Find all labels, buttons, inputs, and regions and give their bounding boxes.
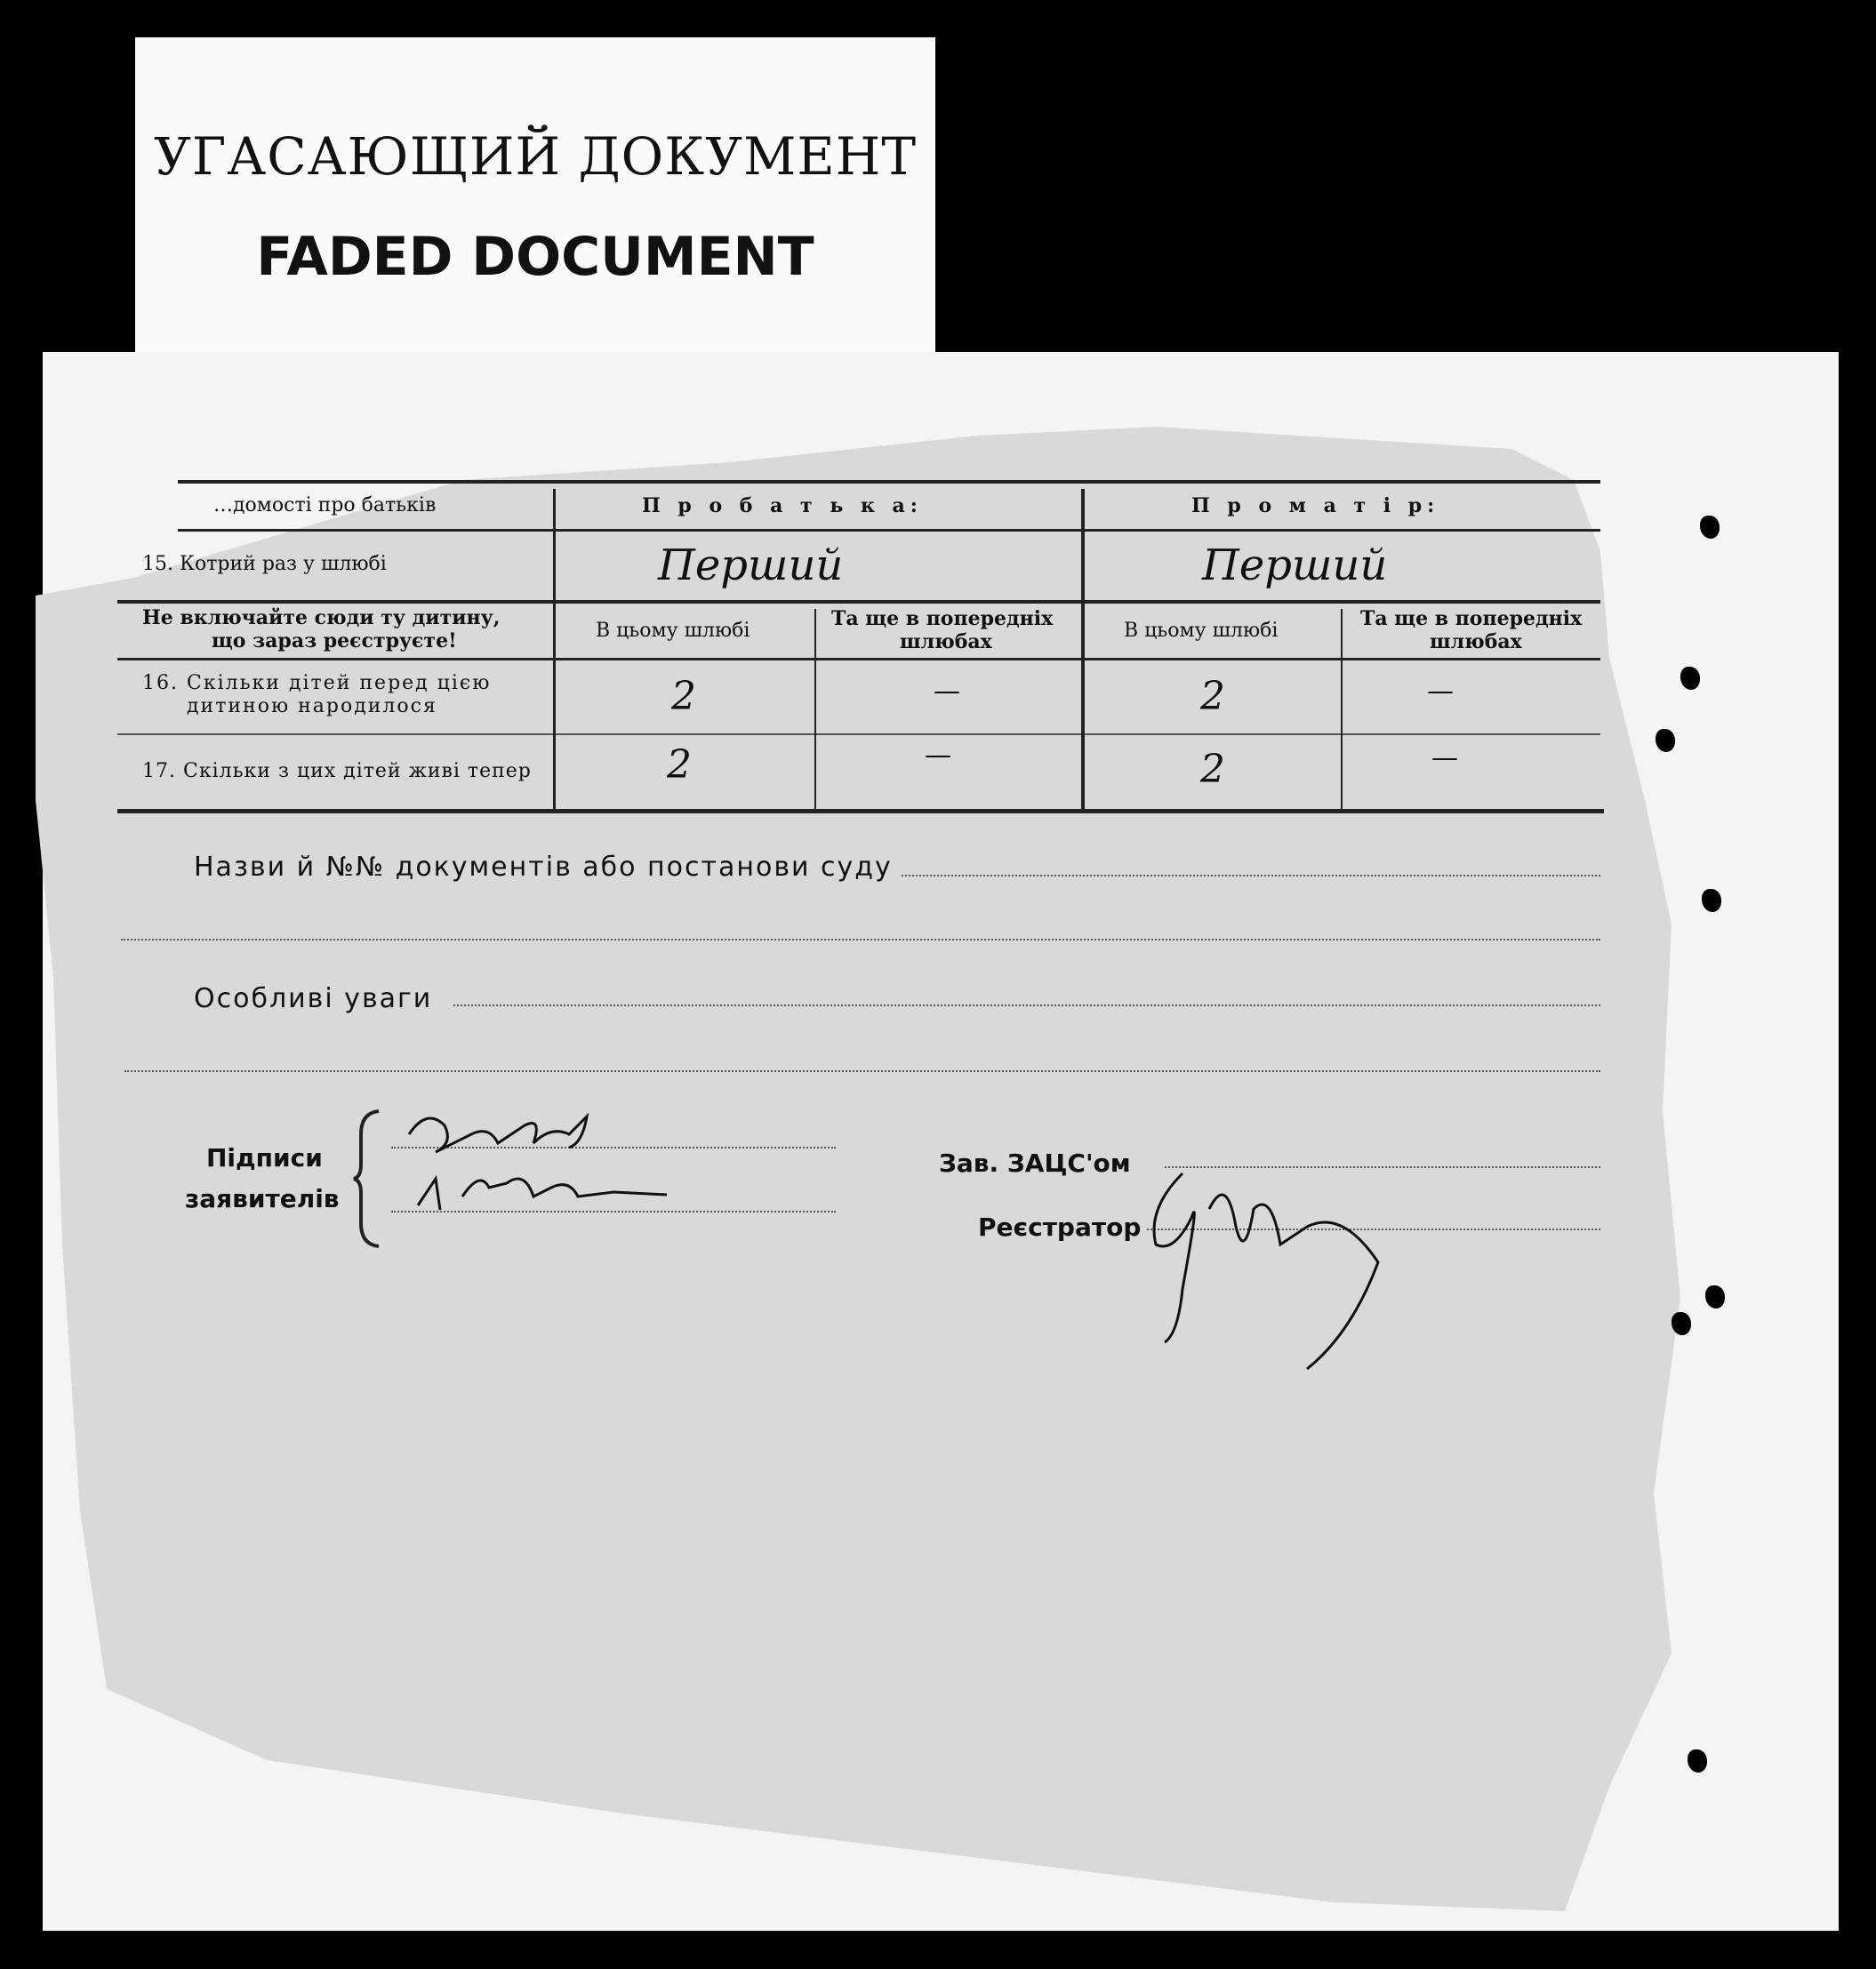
punch-hole xyxy=(1656,729,1675,752)
row16-father-this: 2 xyxy=(671,674,696,719)
punch-hole xyxy=(1705,1285,1725,1309)
note-line2: що зараз реєструєте! xyxy=(212,629,457,652)
registrar-signature-image xyxy=(1138,1156,1405,1378)
punch-hole xyxy=(1700,516,1720,539)
applicants-label-line2: заявителів xyxy=(185,1184,340,1213)
row16-mother-prev: — xyxy=(1427,676,1454,707)
row16-label-line2: дитиною народилося xyxy=(187,695,437,717)
row17-mother-prev: — xyxy=(1431,742,1458,773)
row15-father-value: Перший xyxy=(658,540,844,590)
punch-hole xyxy=(1672,1312,1691,1335)
applicants-label-line1: Підписи xyxy=(206,1143,323,1173)
punch-hole xyxy=(1680,667,1700,690)
col-prev-mother-line1: Та ще в попередніх xyxy=(1360,607,1583,630)
documents-label: Назви й №№ документів або постанови суду xyxy=(194,852,893,883)
row15-mother-value: Перший xyxy=(1202,540,1388,590)
punch-hole xyxy=(1688,1749,1707,1773)
remarks-line-2[interactable] xyxy=(124,1070,1600,1072)
row16-label-line1: 16. Скільки дітей перед цією xyxy=(142,672,492,694)
documents-line-2[interactable] xyxy=(121,939,1600,940)
col-prev-father-line1: Та ще в попередніх xyxy=(831,607,1054,630)
table-header-left: …домості про батьків xyxy=(213,494,437,516)
punch-hole xyxy=(1702,889,1721,912)
row17-label: 17. Скільки з цих дітей живі тепер xyxy=(142,760,532,782)
col-prev-father-line2: шлюбах xyxy=(900,630,992,653)
col-this-mother: В цьому шлюбі xyxy=(1124,620,1279,642)
table-header-father: П р о б а т ь к а: xyxy=(642,494,923,517)
applicant-signatures-image xyxy=(400,1099,685,1241)
row15-label: 15. Котрий раз у шлюбі xyxy=(142,553,387,575)
table-header-mother: П р о м а т і р: xyxy=(1191,494,1440,517)
row17-mother-this: 2 xyxy=(1200,747,1225,792)
col-this-father: В цьому шлюбі xyxy=(596,620,750,642)
row17-father-this: 2 xyxy=(667,742,692,788)
head-label: Зав. ЗАЦС'ом xyxy=(939,1149,1131,1178)
documents-line[interactable] xyxy=(902,875,1600,876)
remarks-line[interactable] xyxy=(453,1005,1600,1006)
stamp-text-ru: УГАСАЮЩИЙ ДОКУМЕНТ xyxy=(153,126,918,187)
col-prev-mother-line2: шлюбах xyxy=(1430,630,1522,653)
row17-father-prev: — xyxy=(925,740,951,771)
registrar-label: Реєстратор xyxy=(978,1213,1142,1242)
stamp-text-en: FADED DOCUMENT xyxy=(256,226,814,288)
note-line1: Не включайте сюди ту дитину, xyxy=(142,606,501,629)
row16-father-prev: — xyxy=(934,676,960,707)
applicants-brace xyxy=(352,1108,388,1250)
row16-mother-this: 2 xyxy=(1200,674,1225,719)
remarks-label: Особливі уваги xyxy=(194,983,433,1014)
